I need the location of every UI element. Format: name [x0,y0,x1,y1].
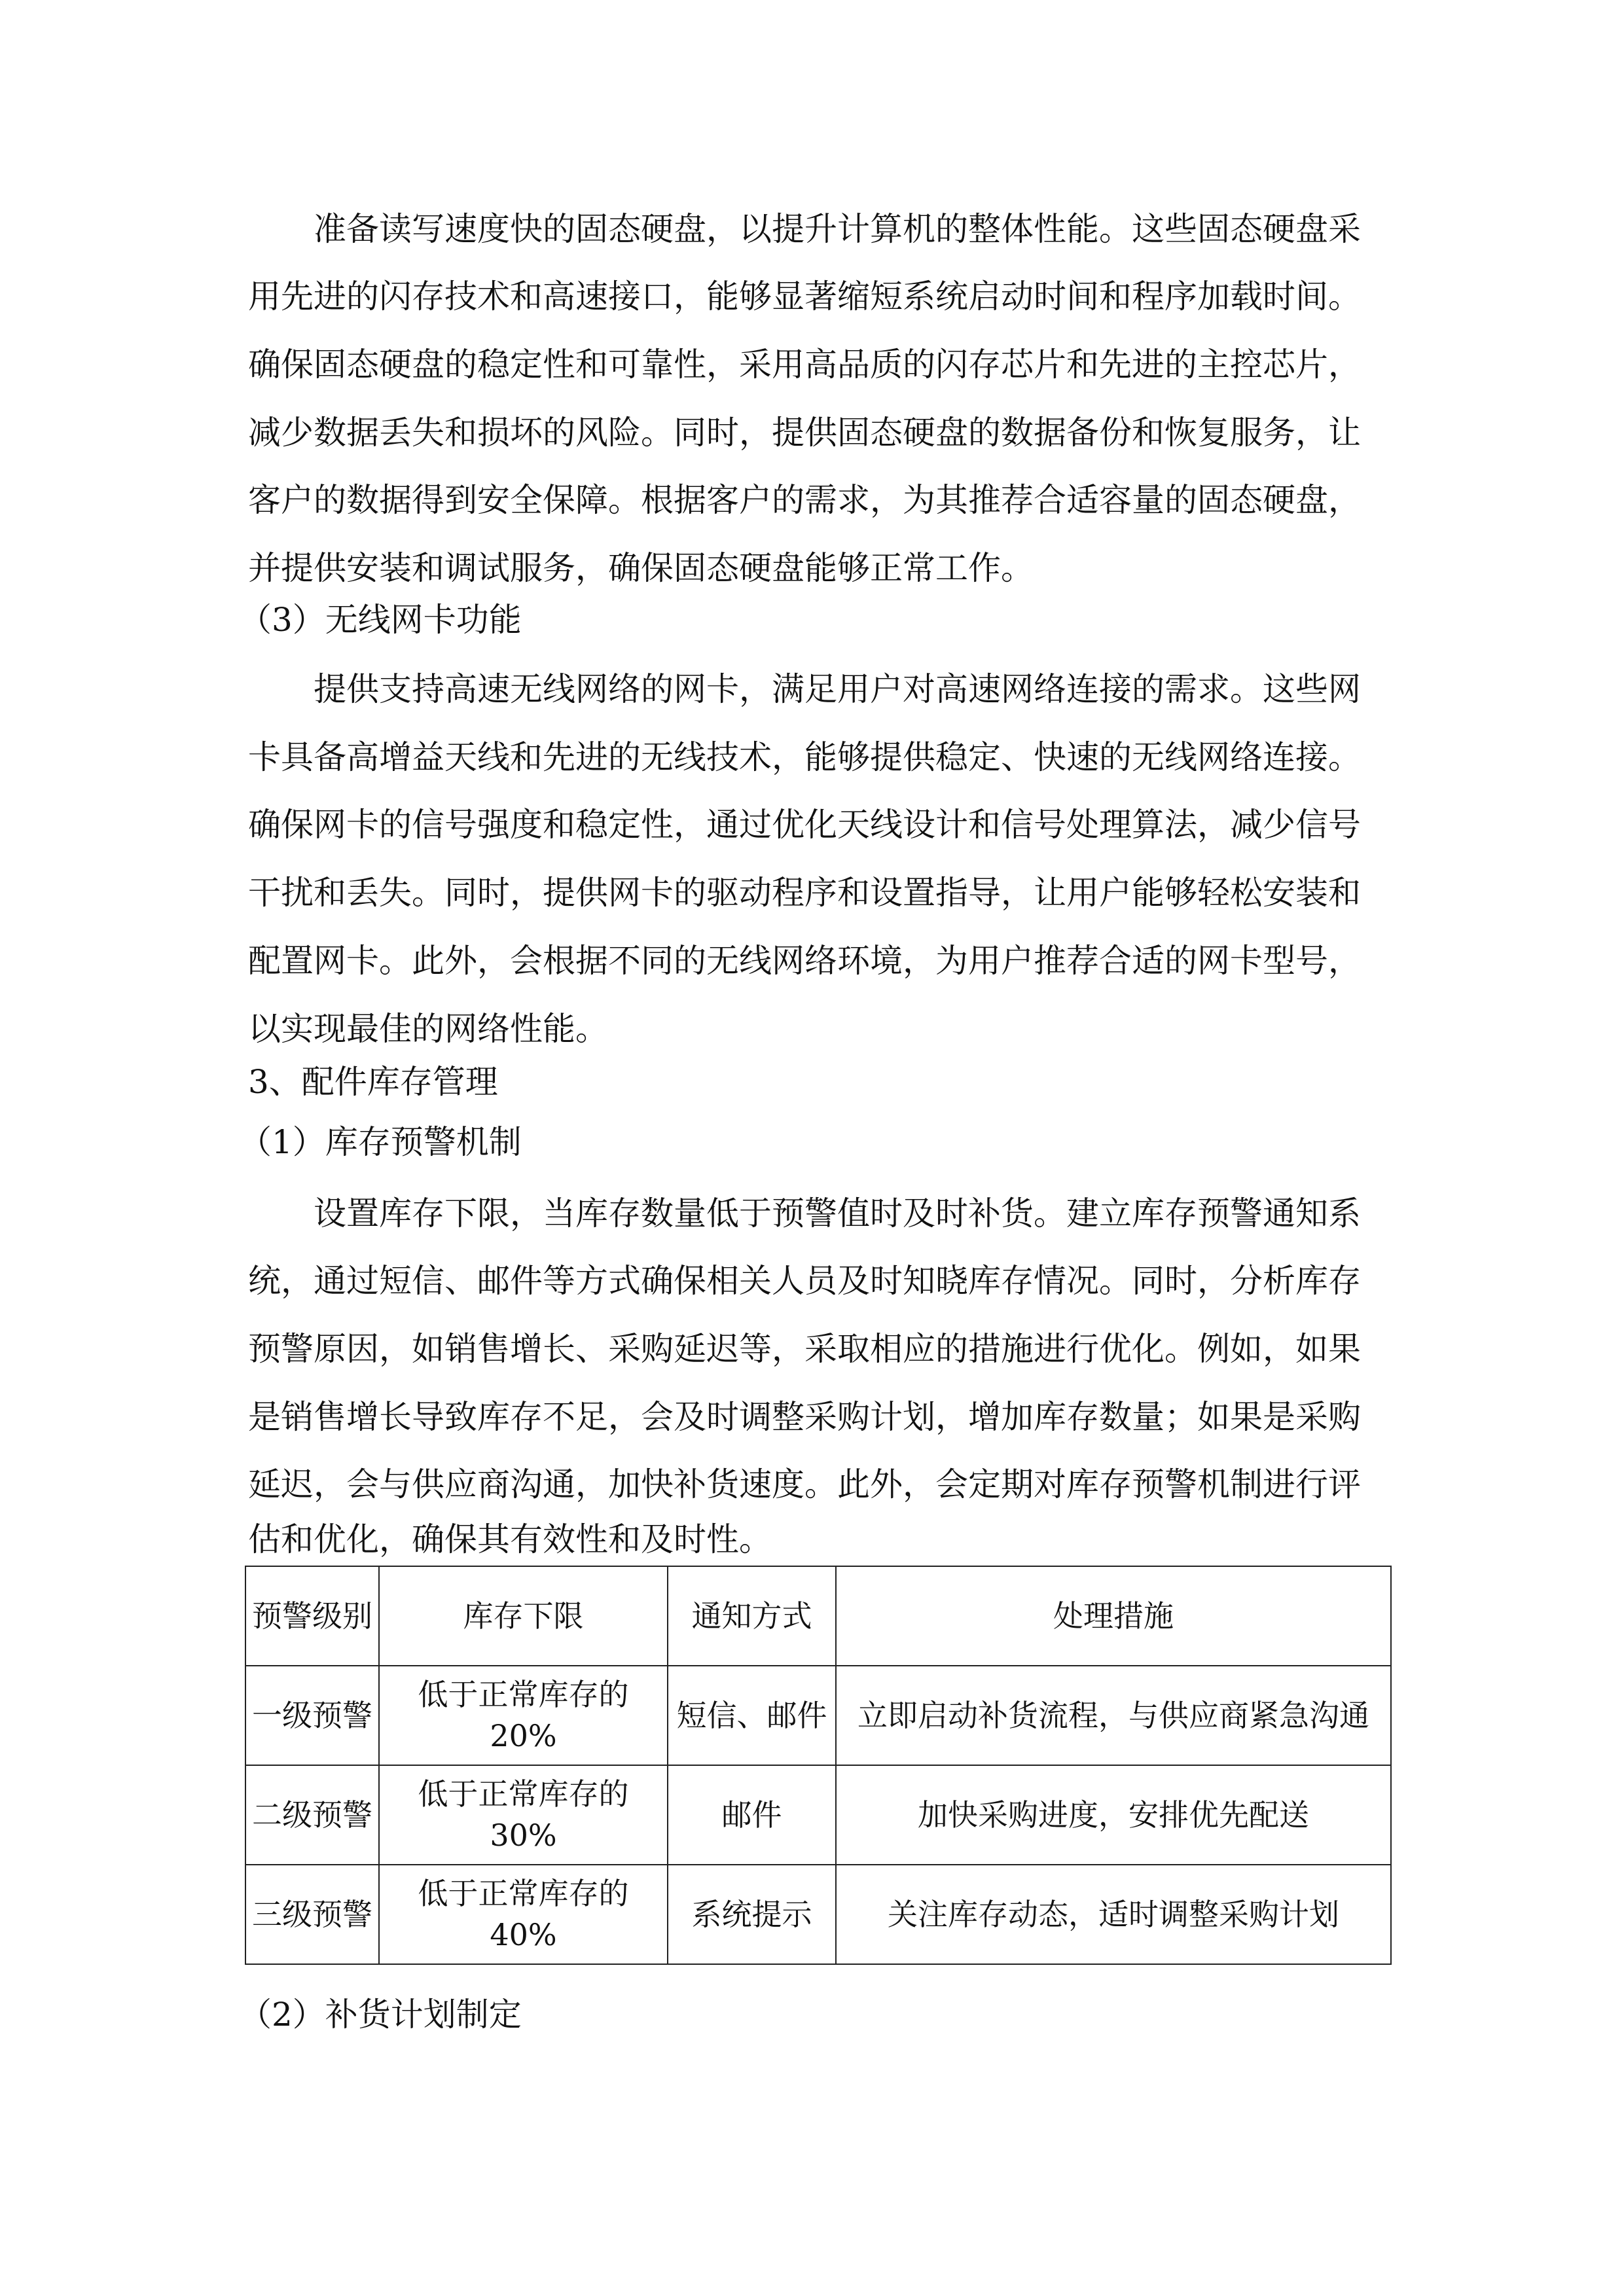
header-cell: 预警级别 [245,1566,379,1666]
text-line: 提供支持高速无线网络的网卡，满足用户对高速网络连接的需求。这些网 [314,670,1361,708]
header-cell: 通知方式 [668,1566,836,1666]
table-cell: 系统提示 [668,1865,836,1964]
table-row [245,1666,1391,1765]
table-row [245,1765,1391,1865]
table-header-row [245,1566,1391,1666]
section-heading-inventory: 3、配件库存管理 [248,1063,498,1101]
text-line: 统，通过短信、邮件等方式确保相关人员及时知晓库存情况。同时，分析库存 [248,1262,1361,1300]
text-line: 配置网卡。此外，会根据不同的无线网络环境，为用户推荐合适的网卡型号， [248,942,1361,980]
text-line: 以实现最佳的网络性能。 [248,1010,608,1048]
text-line: 估和优化，确保其有效性和及时性。 [248,1520,772,1558]
text-line: 预警原因，如销售增长、采购延迟等，采取相应的措施进行优化。例如，如果 [248,1330,1361,1368]
text-line: 用先进的闪存技术和高速接口，能够显著缩短系统启动时间和程序加载时间。 [248,278,1361,315]
header-cell: 库存下限 [379,1566,668,1666]
section-heading-warning: （1）库存预警机制 [239,1123,522,1161]
table-cell: 低于正常库存的20% [379,1666,668,1765]
table-cell: 三级预警 [245,1865,379,1964]
text-line: 设置库存下限，当库存数量低于预警值时及时补货。建立库存预警通知系 [314,1194,1361,1232]
table-cell: 二级预警 [245,1765,379,1865]
table-cell: 立即启动补货流程，与供应商紧急沟通 [836,1666,1391,1765]
text-line: 延迟，会与供应商沟通，加快补货速度。此外，会定期对库存预警机制进行评 [248,1465,1361,1503]
table-row [245,1865,1391,1964]
table-cell: 低于正常库存的40% [379,1865,668,1964]
section-heading-wireless: （3）无线网卡功能 [239,601,522,639]
table-cell: 短信、邮件 [668,1666,836,1765]
text-line: 干扰和丢失。同时，提供网卡的驱动程序和设置指导，让用户能够轻松安装和 [248,874,1361,912]
text-line: 减少数据丢失和损坏的风险。同时，提供固态硬盘的数据备份和恢复服务，让 [248,414,1361,452]
text-line: 是销售增长导致库存不足，会及时调整采购计划，增加库存数量；如果是采购 [248,1398,1361,1436]
warning-level-table [245,1566,1392,1965]
text-line: 客户的数据得到安全保障。根据客户的需求，为其推荐合适容量的固态硬盘， [248,481,1361,519]
table-cell: 一级预警 [245,1666,379,1765]
text-line: 确保固态硬盘的稳定性和可靠性，采用高品质的闪存芯片和先进的主控芯片， [248,346,1361,384]
text-line: 卡具备高增益天线和先进的无线技术，能够提供稳定、快速的无线网络连接。 [248,738,1361,776]
header-cell: 处理措施 [836,1566,1391,1666]
table-cell: 加快采购进度，安排优先配送 [836,1765,1391,1865]
text-line: 确保网卡的信号强度和稳定性，通过优化天线设计和信号处理算法，减少信号 [248,806,1361,844]
text-line: 准备读写速度快的固态硬盘，以提升计算机的整体性能。这些固态硬盘采 [314,210,1361,248]
table-cell: 关注库存动态，适时调整采购计划 [836,1865,1391,1964]
section-heading-replenish: （2）补货计划制定 [239,1996,522,2034]
table-cell: 邮件 [668,1765,836,1865]
text-line: 并提供安装和调试服务，确保固态硬盘能够正常工作。 [248,549,1034,587]
table-cell: 低于正常库存的30% [379,1765,668,1865]
